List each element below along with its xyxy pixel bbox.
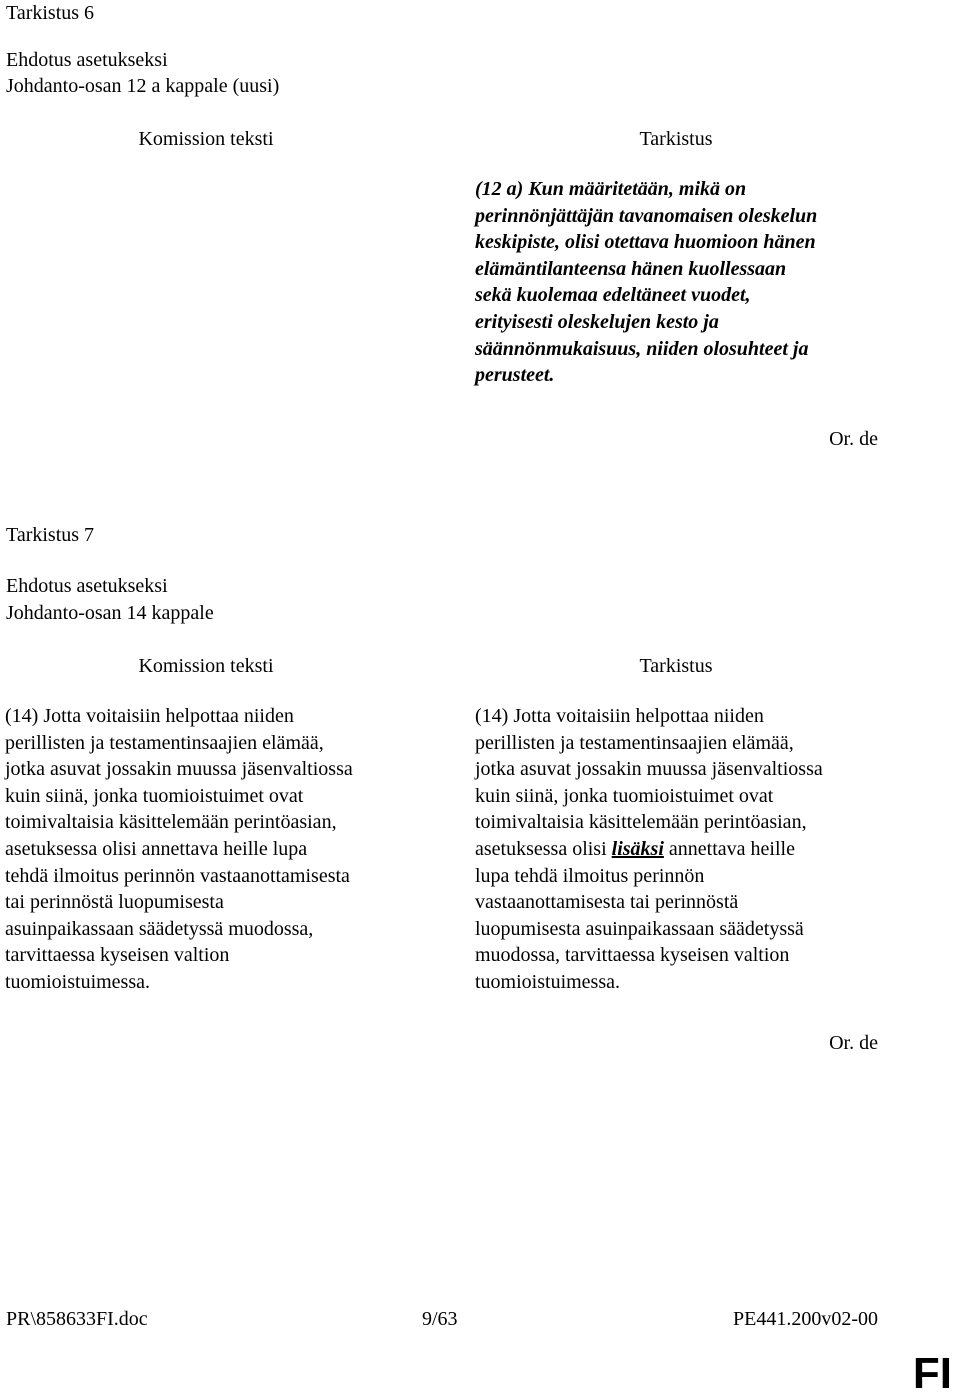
- footer-language-code: FI: [912, 1349, 952, 1398]
- amendment-7-origin: Or. de: [829, 1032, 878, 1054]
- amendment-6-heading: Tarkistus 6: [6, 2, 95, 24]
- amendment-6-amendment-text: (12 a) Kun määritetään, mikä on perinnönjättäjän tavanomaisen oleskelun keskipiste, olisi otettava huomioon hänen elämäntilanteensa hänen kuollessaan sekä kuolemaa edeltäneet vuodet, erityisesti oleskelujen kesto ja säännönmukaisuus, niiden olosuhteet ja perusteet.: [475, 178, 818, 387]
- amendment-7-text-before: (14) Jotta voitaisiin helpottaa niiden perillisten ja testamentinsaajien elämää, jotka asuvat jossakin muussa jäsenvaltiossa kuin siinä, jonka tuomioistuimet ovat toimivaltaisia käsittelemään perintöasian, asetuksessa olisi: [475, 705, 823, 860]
- amendment-7-amendment-text: [475, 703, 823, 996]
- amendment-7-proposal: Ehdotus asetukseksi: [6, 575, 168, 597]
- amendment-7-commission-text: (14) Jotta voitaisiin helpottaa niiden perillisten ja testamentinsaajien elämää, jotka asuvat jossakin muussa jäsenvaltiossa kuin siinä, jonka tuomioistuimet ovat toimivaltaisia käsittelemään perintöasian, asetuksessa olisi annettava heille lupa tehdä ilmoitus perinnön vastaanottamisesta tai perinnöstä luopumisesta asuinpaikassaan säädetyssä muodossa, tarvittaessa kyseisen valtion tuomioistuimessa.: [5, 705, 353, 993]
- amendment-6-reference: Johdanto-osan 12 a kappale (uusi): [6, 75, 280, 97]
- amendment-7-amendment-header: Tarkistus: [639, 655, 713, 677]
- footer-page-number: 9/63: [422, 1308, 458, 1330]
- amendment-7-commission-text-header: Komission teksti: [138, 655, 274, 677]
- amendment-6-commission-text-header: Komission teksti: [138, 128, 274, 150]
- amendment-7-inserted-word: lisäksi: [611, 837, 664, 860]
- amendment-6-origin: Or. de: [829, 428, 878, 450]
- footer-pe-number: PE441.200v02-00: [733, 1308, 878, 1330]
- amendment-7-heading: Tarkistus 7: [6, 524, 95, 546]
- amendment-7-text-after: annettava heille lupa tehdä ilmoitus perinnön vastaanottamisesta tai perinnöstä luopumisesta asuinpaikassaan säädetyssä muodossa, tarvittaessa kyseisen valtion tuomioistuimessa.: [475, 837, 804, 993]
- amendment-7-reference: Johdanto-osan 14 kappale: [6, 602, 214, 624]
- footer-doc-id: PR\858633FI.doc: [6, 1308, 148, 1330]
- amendment-6-proposal: Ehdotus asetukseksi: [6, 49, 168, 71]
- amendment-6-amendment-header: Tarkistus: [639, 128, 713, 150]
